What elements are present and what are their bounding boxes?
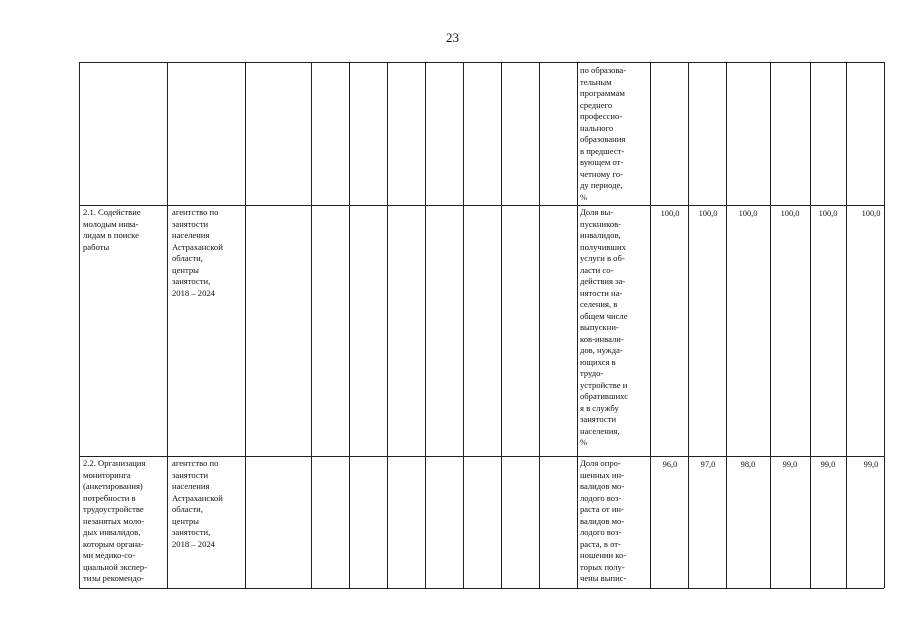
column-border bbox=[245, 62, 246, 588]
value-2023: 99,0 bbox=[820, 460, 836, 469]
value-2019: 100,0 bbox=[660, 209, 680, 218]
column-border bbox=[650, 62, 651, 588]
indicator-cell: по образова- тельным программам среднего профессио- нального образования в предшест- вующем от- четному го- ду периоде, % bbox=[580, 65, 627, 202]
column-border bbox=[167, 62, 168, 588]
table-bottom-border bbox=[79, 588, 884, 589]
value-2023: 100,0 bbox=[818, 209, 838, 218]
value-2020: 100,0 bbox=[698, 209, 718, 218]
page-number: 23 bbox=[446, 30, 459, 45]
table-top-border bbox=[79, 62, 884, 63]
column-border bbox=[577, 62, 578, 588]
column-border bbox=[539, 62, 540, 588]
indicator-cell: Доля опро- шенных ин- валидов мо- лодого воз- раста от ин- валидов мо- лодого воз- раста, в от- ношении ко- торых полу- чены выпис- bbox=[580, 458, 627, 583]
column-border bbox=[79, 62, 80, 588]
column-border bbox=[884, 62, 885, 588]
value-2022: 100,0 bbox=[780, 209, 800, 218]
value-2024: 100,0 bbox=[861, 209, 881, 218]
column-border bbox=[387, 62, 388, 588]
value-2020: 97,0 bbox=[700, 460, 716, 469]
row-separator bbox=[79, 205, 884, 206]
executor-cell: агентство по занятости населения Астраханской области, центры занятости, 2018 – 2024 bbox=[172, 458, 223, 549]
column-border bbox=[425, 62, 426, 588]
value-2024: 99,0 bbox=[863, 460, 879, 469]
column-border bbox=[463, 62, 464, 588]
column-border bbox=[770, 62, 771, 588]
column-border bbox=[688, 62, 689, 588]
value-2019: 96,0 bbox=[662, 460, 678, 469]
row-separator bbox=[79, 456, 884, 457]
column-border bbox=[311, 62, 312, 588]
measure-cell: 2.2. Организация мониторинга (анкетирования) потребности в трудоустройстве незанятых моло- дых инвалидов, которым органа- ми медико-со- циальной экспер- тизы рекомендо- bbox=[83, 458, 147, 583]
column-border bbox=[349, 62, 350, 588]
indicator-cell: Доля вы- пускников- инвалидов, получивших услуги в об- ласти со- действия за- нятости на- селения, в общем числе выпускни- ков-инвали- дов, нужда- ющихся в трудо- устройстве и обратившихс я в службу занятости населения, % bbox=[580, 207, 629, 447]
executor-cell: агентство по занятости населения Астраханской области, центры занятости, 2018 – 2024 bbox=[172, 207, 223, 298]
value-2022: 99,0 bbox=[782, 460, 798, 469]
column-border bbox=[810, 62, 811, 588]
column-border bbox=[501, 62, 502, 588]
column-border bbox=[726, 62, 727, 588]
measure-cell: 2.1. Содействие молодым инва- лидам в поиске работы bbox=[83, 207, 141, 252]
value-2021: 100,0 bbox=[738, 209, 758, 218]
column-border bbox=[846, 62, 847, 588]
value-2021: 98,0 bbox=[740, 460, 756, 469]
